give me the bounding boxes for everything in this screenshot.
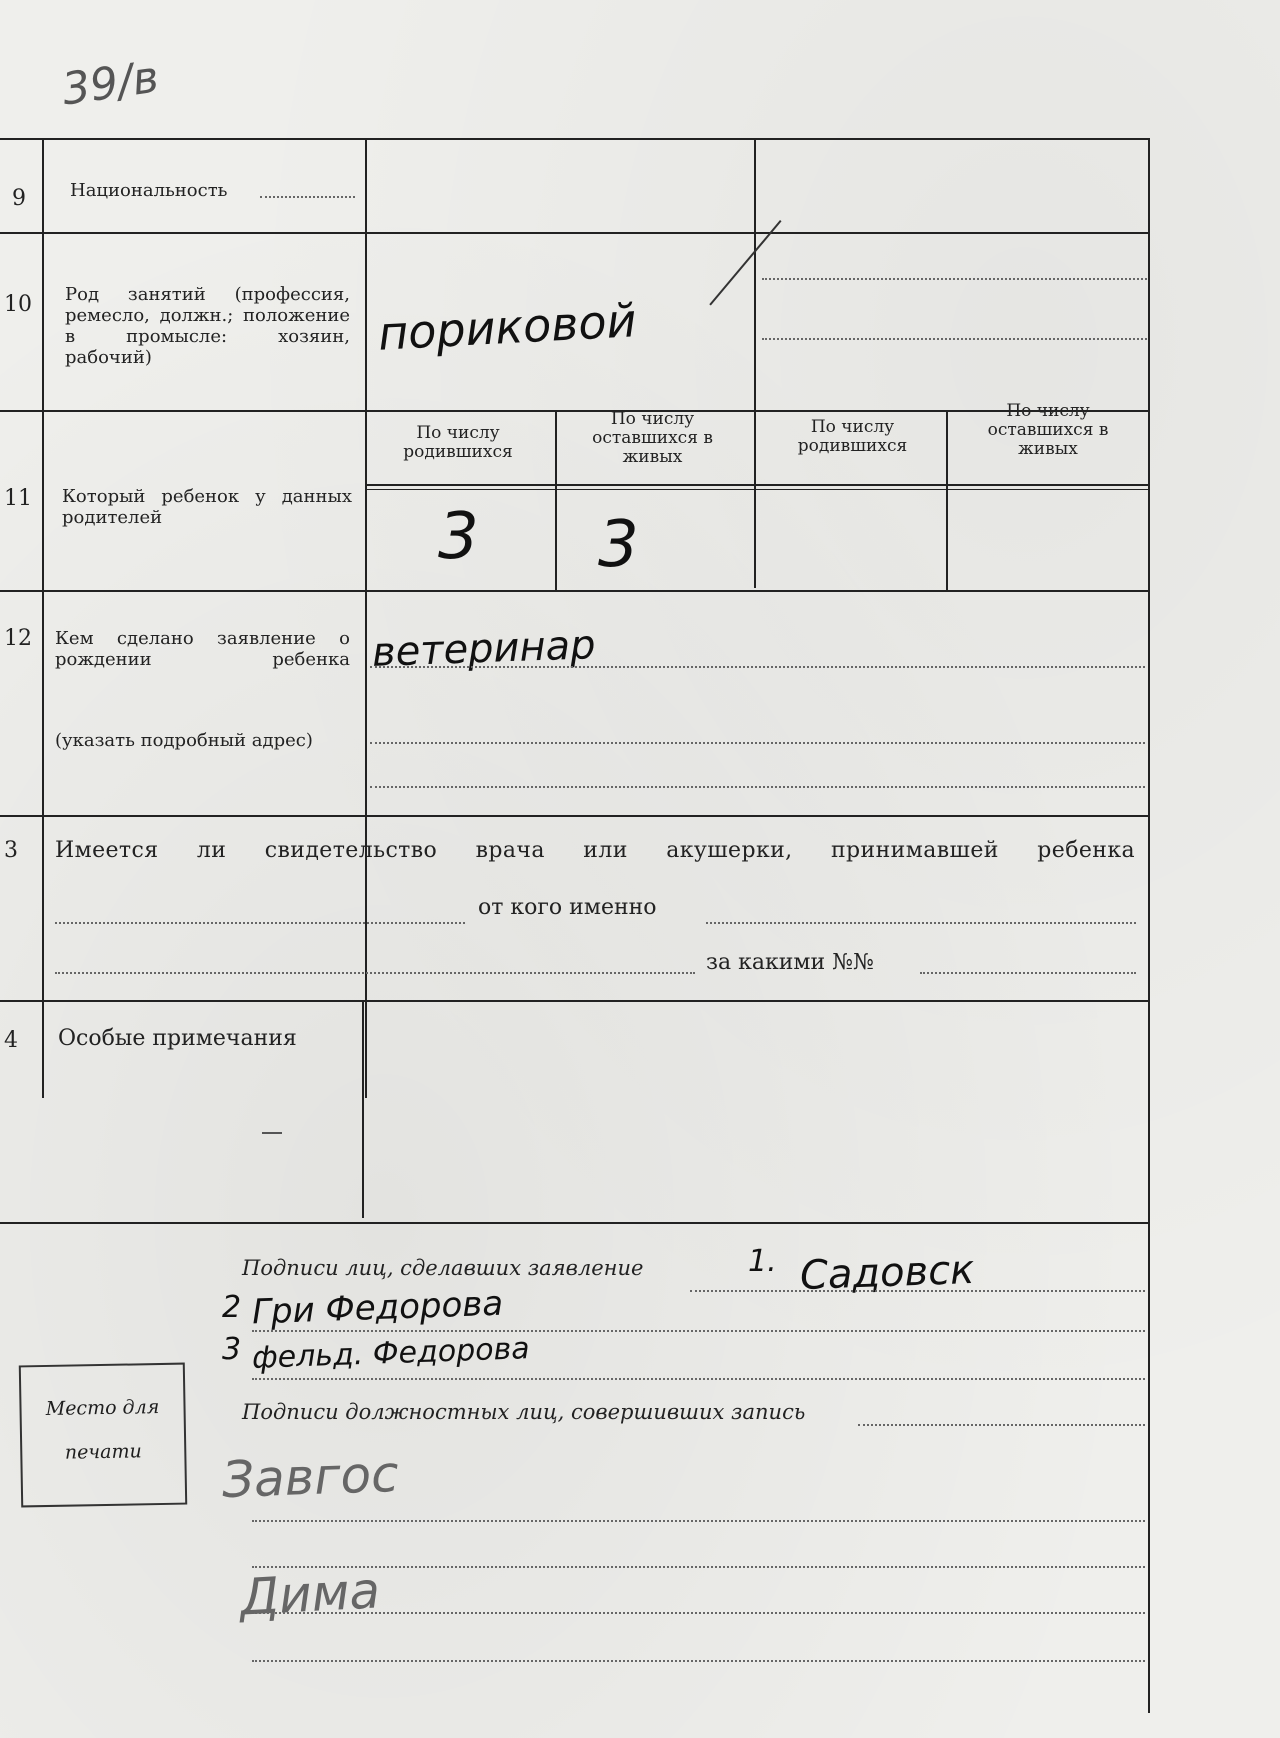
row-9-dots [260,196,355,198]
row-13-from-whom: от кого именно [478,895,657,920]
row-separator [0,590,1150,592]
row-11-header-rule [365,484,1150,486]
row-9-label: Национальность [70,180,228,201]
applicant-2-signature: Гри Федорова [251,1283,504,1333]
row-11-col-header: По числу родившихся [403,423,513,462]
row-10-dots-right [762,338,1147,340]
row-separator [0,815,1150,817]
row-11-col-header: По числу оставшихся в живых [987,401,1109,459]
row-14-number: 4 [4,1028,18,1053]
row-13-dots [920,972,1136,974]
row-11-header-rule [365,489,1150,490]
signature-dots [252,1520,1145,1522]
row-9-number: 9 [12,186,26,211]
signature-dots [252,1330,1145,1332]
signature-dots [252,1660,1145,1662]
table-mid-divider [754,138,756,588]
row-12-dots [370,786,1145,788]
row-11-born-count: 3 [438,500,479,574]
stamp-place-label: Место для [45,1396,160,1420]
signature-dots [690,1290,1145,1292]
row-12-dots [370,742,1145,744]
page-number-mark: 39/в [58,51,162,116]
row-11-col-divider [946,410,948,590]
table-left-line [42,138,44,1098]
row-11-col-header: По числу оставшихся в живых [592,409,713,467]
stamp-place-box [19,1363,187,1508]
signature-dots [858,1424,1145,1426]
row-12-dots [370,666,1145,668]
applicant-mark-2: 2 [222,1290,242,1325]
official-2-signature: Дима [238,1561,382,1627]
row-10-dots-right [762,278,1147,280]
row-13-which-numbers: за какими №№ [706,950,874,975]
official-1-signature: Завгос [221,1444,400,1510]
row-13-question: Имеется ли свидетельство врача или акушерки, принимавшей ребенка [55,838,1135,863]
row-10-number: 10 [4,292,32,317]
row-12-declarant-value: ветеринар [371,622,597,676]
row-13-dots [55,972,695,974]
row-14-label: Особые примечания [58,1026,297,1051]
row-11-col-header: По числу родившихся [797,417,908,456]
row-separator [0,232,1150,234]
row-separator [0,1222,1150,1224]
row-separator [0,1000,1150,1002]
row-10-occupation-value: пориковой [376,293,638,361]
signature-dots [252,1566,1145,1568]
row-11-col-divider [555,410,557,590]
signature-dots [252,1378,1145,1380]
row-11-label: Который ребенок у данных родителей [62,486,352,528]
applicant-3-signature: фельд. Федорова [251,1331,531,1376]
table-label-divider [365,138,367,1098]
row-12-label: Кем сделано заявление о рождении ребенка [55,628,350,670]
stamp-place-label-2: печати [64,1440,142,1464]
table-right-line [1148,138,1150,1713]
row-11-living-count: 3 [598,508,639,582]
row-14-dash [262,1132,282,1134]
row-13-dots [706,922,1136,924]
applicant-mark-3: 3 [222,1332,242,1367]
row-13-dots [55,922,465,924]
row-11-number: 11 [4,486,32,511]
applicant-1-signature: Садовск [799,1246,976,1300]
applicants-signature-label: Подписи лиц, сделавших заявление [242,1256,644,1280]
signature-dots [252,1612,1145,1614]
row-13-number: 3 [4,838,18,863]
row-12-number: 12 [4,626,32,651]
row-12-address-label: (указать подробный адрес) [55,730,313,751]
row-14-divider [362,1000,364,1218]
applicant-mark-1: 1. [748,1244,777,1279]
table-top-line [0,138,1150,140]
row-10-label: Род занятий (профессия, ремесло, должн.; положение в промысле: хозяин, рабочий) [65,284,350,368]
officials-signature-label: Подписи должностных лиц, совершивших запись [242,1400,806,1424]
